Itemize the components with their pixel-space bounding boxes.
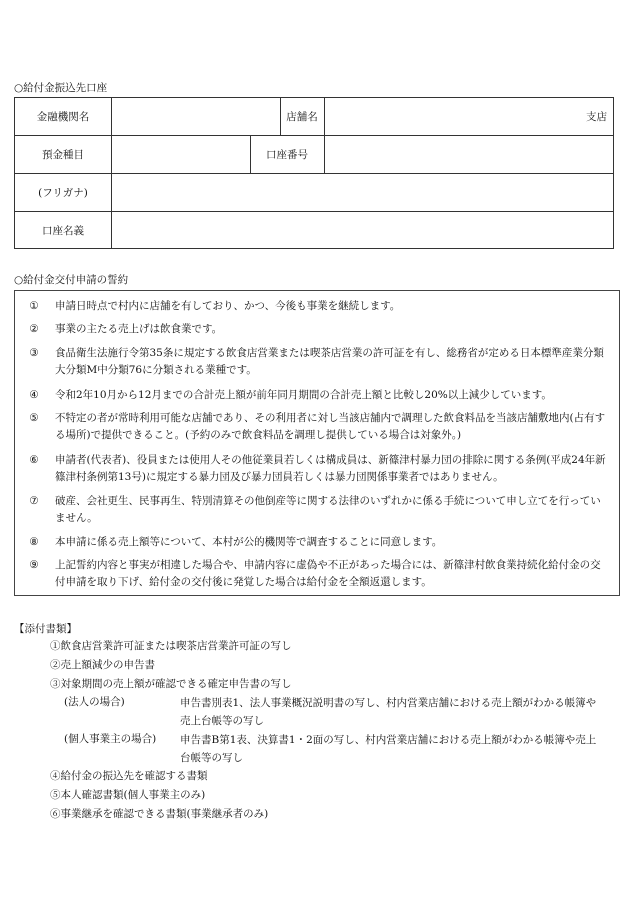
attachment-item-6: ⑥事業継承を確認できる書類(事業継承者のみ) xyxy=(50,808,269,820)
attachment-item-3: ③対象期間の売上額が確認できる確定申告書の写し xyxy=(50,678,292,690)
bank-row-institution xyxy=(15,98,613,136)
attachment-item-2: ②売上額減少の申告書 xyxy=(50,659,155,671)
bank-account-table xyxy=(14,97,614,249)
pledge-number: ⑧ xyxy=(29,536,39,548)
pledge-item xyxy=(25,387,611,404)
pledge-item xyxy=(25,345,611,379)
pledge-number: ⑨ xyxy=(29,559,39,571)
bank-institution-label: 金融機関名 xyxy=(36,111,90,123)
pledge-number: ⑥ xyxy=(29,454,39,466)
pledge-text: 食品衛生法施行令第35条に規定する飲食店営業または喫茶店営業の許可証を有し、総務省が定める日本標準産業分類大分類M中分類76に分類される業種です。 xyxy=(55,347,604,376)
pledge-item xyxy=(25,298,611,315)
furigana-field[interactable] xyxy=(112,174,613,211)
pledge-item xyxy=(25,493,611,527)
deposit-type-label: 預金種目 xyxy=(42,149,84,161)
bank-section-heading: ○給付金振込先口座 xyxy=(14,82,108,94)
account-holder-label: 口座名義 xyxy=(42,225,84,237)
pledge-text: 本申請に係る売上額等について、本村が公的機関等で調査することに同意します。 xyxy=(55,536,443,548)
bank-row-holder xyxy=(15,212,613,249)
pledge-number: ⑦ xyxy=(29,495,39,507)
pledge-text: 令和2年10月から12月までの合計売上額が前年同月期間の合計売上額と比較し20%以上減少しています。 xyxy=(55,389,552,401)
bank-institution-field[interactable] xyxy=(112,98,280,135)
branch-name-label: 店舗名 xyxy=(286,111,318,123)
individual-text: 申告書B第1表、決算書1・2面の写し、村内営業店舗における売上額がわかる帳簿や売上台帳等の写し xyxy=(180,734,597,764)
pledge-item xyxy=(25,557,611,591)
attachments-heading: 【添付書類】 xyxy=(14,623,77,635)
corporation-label: (法人の場合) xyxy=(64,696,125,708)
pledge-item xyxy=(25,410,611,444)
bank-row-deposit xyxy=(15,136,613,174)
attachment-item-1: ①飲食店営業許可証または喫茶店営業許可証の写し xyxy=(50,640,292,652)
pledge-number: ③ xyxy=(29,347,39,359)
deposit-type-field[interactable] xyxy=(112,136,250,173)
pledge-text: 申請者(代表者)、役員または使用人その他従業員若しくは構成員は、新篠津村暴力団の排除に関する条例(平成24年新篠津村条例第13号)に規定する暴力団及び暴力団員若しくは暴力団関係事業者ではありません。 xyxy=(55,454,606,483)
pledge-box xyxy=(14,290,620,596)
pledge-text: 破産、会社更生、民事再生、特別清算その他倒産等に関する法律のいずれかに係る手続について申し立てを行っていません。 xyxy=(55,495,601,524)
pledge-text: 不特定の者が常時利用可能な店舗であり、その利用者に対し当該店舗内で調理した飲食料品を当該店舗敷地内(占有する場所)で提供できること。(予約のみで飲食料品を調理し提供している場合は対象外。) xyxy=(55,412,606,441)
bank-row-furigana xyxy=(15,174,613,212)
attachment-item-4: ④給付金の振込先を確認する書類 xyxy=(50,770,208,782)
pledge-item xyxy=(25,534,611,551)
pledge-number: ④ xyxy=(29,389,39,401)
account-number-field[interactable] xyxy=(324,136,613,173)
account-number-label: 口座番号 xyxy=(266,149,308,161)
pledge-number: ⑤ xyxy=(29,412,39,424)
pledge-text: 申請日時点で村内に店舗を有しており、かつ、今後も事業を継続します。 xyxy=(55,300,401,312)
pledge-item xyxy=(25,321,611,338)
attachment-item-5: ⑤本人確認書類(個人事業主のみ) xyxy=(50,789,206,801)
pledge-text: 上記誓約内容と事実が相違した場合や、申請内容に虚偽や不正があった場合には、新篠津村飲食業持続化給付金の交付申請を取り下げ、給付金の交付後に発覚した場合は給付金を全額返還します。 xyxy=(55,559,601,588)
pledge-item xyxy=(25,452,611,486)
account-holder-field[interactable] xyxy=(112,212,613,249)
corporation-text: 申告書別表1、法人事業概況説明書の写し、村内営業店舗における売上額がわかる帳簿や売上台帳等の写し xyxy=(180,697,597,727)
pledge-number: ② xyxy=(29,323,39,335)
individual-label: (個人事業主の場合) xyxy=(64,733,157,745)
pledge-number: ① xyxy=(29,300,39,312)
branch-suffix: 支店 xyxy=(586,111,607,123)
pledge-section-heading: ○給付金交付申請の誓約 xyxy=(14,274,129,286)
furigana-label: (フリガナ) xyxy=(38,187,88,199)
branch-name-field[interactable] xyxy=(324,98,613,135)
pledge-text: 事業の主たる売上げは飲食業です。 xyxy=(55,323,223,335)
